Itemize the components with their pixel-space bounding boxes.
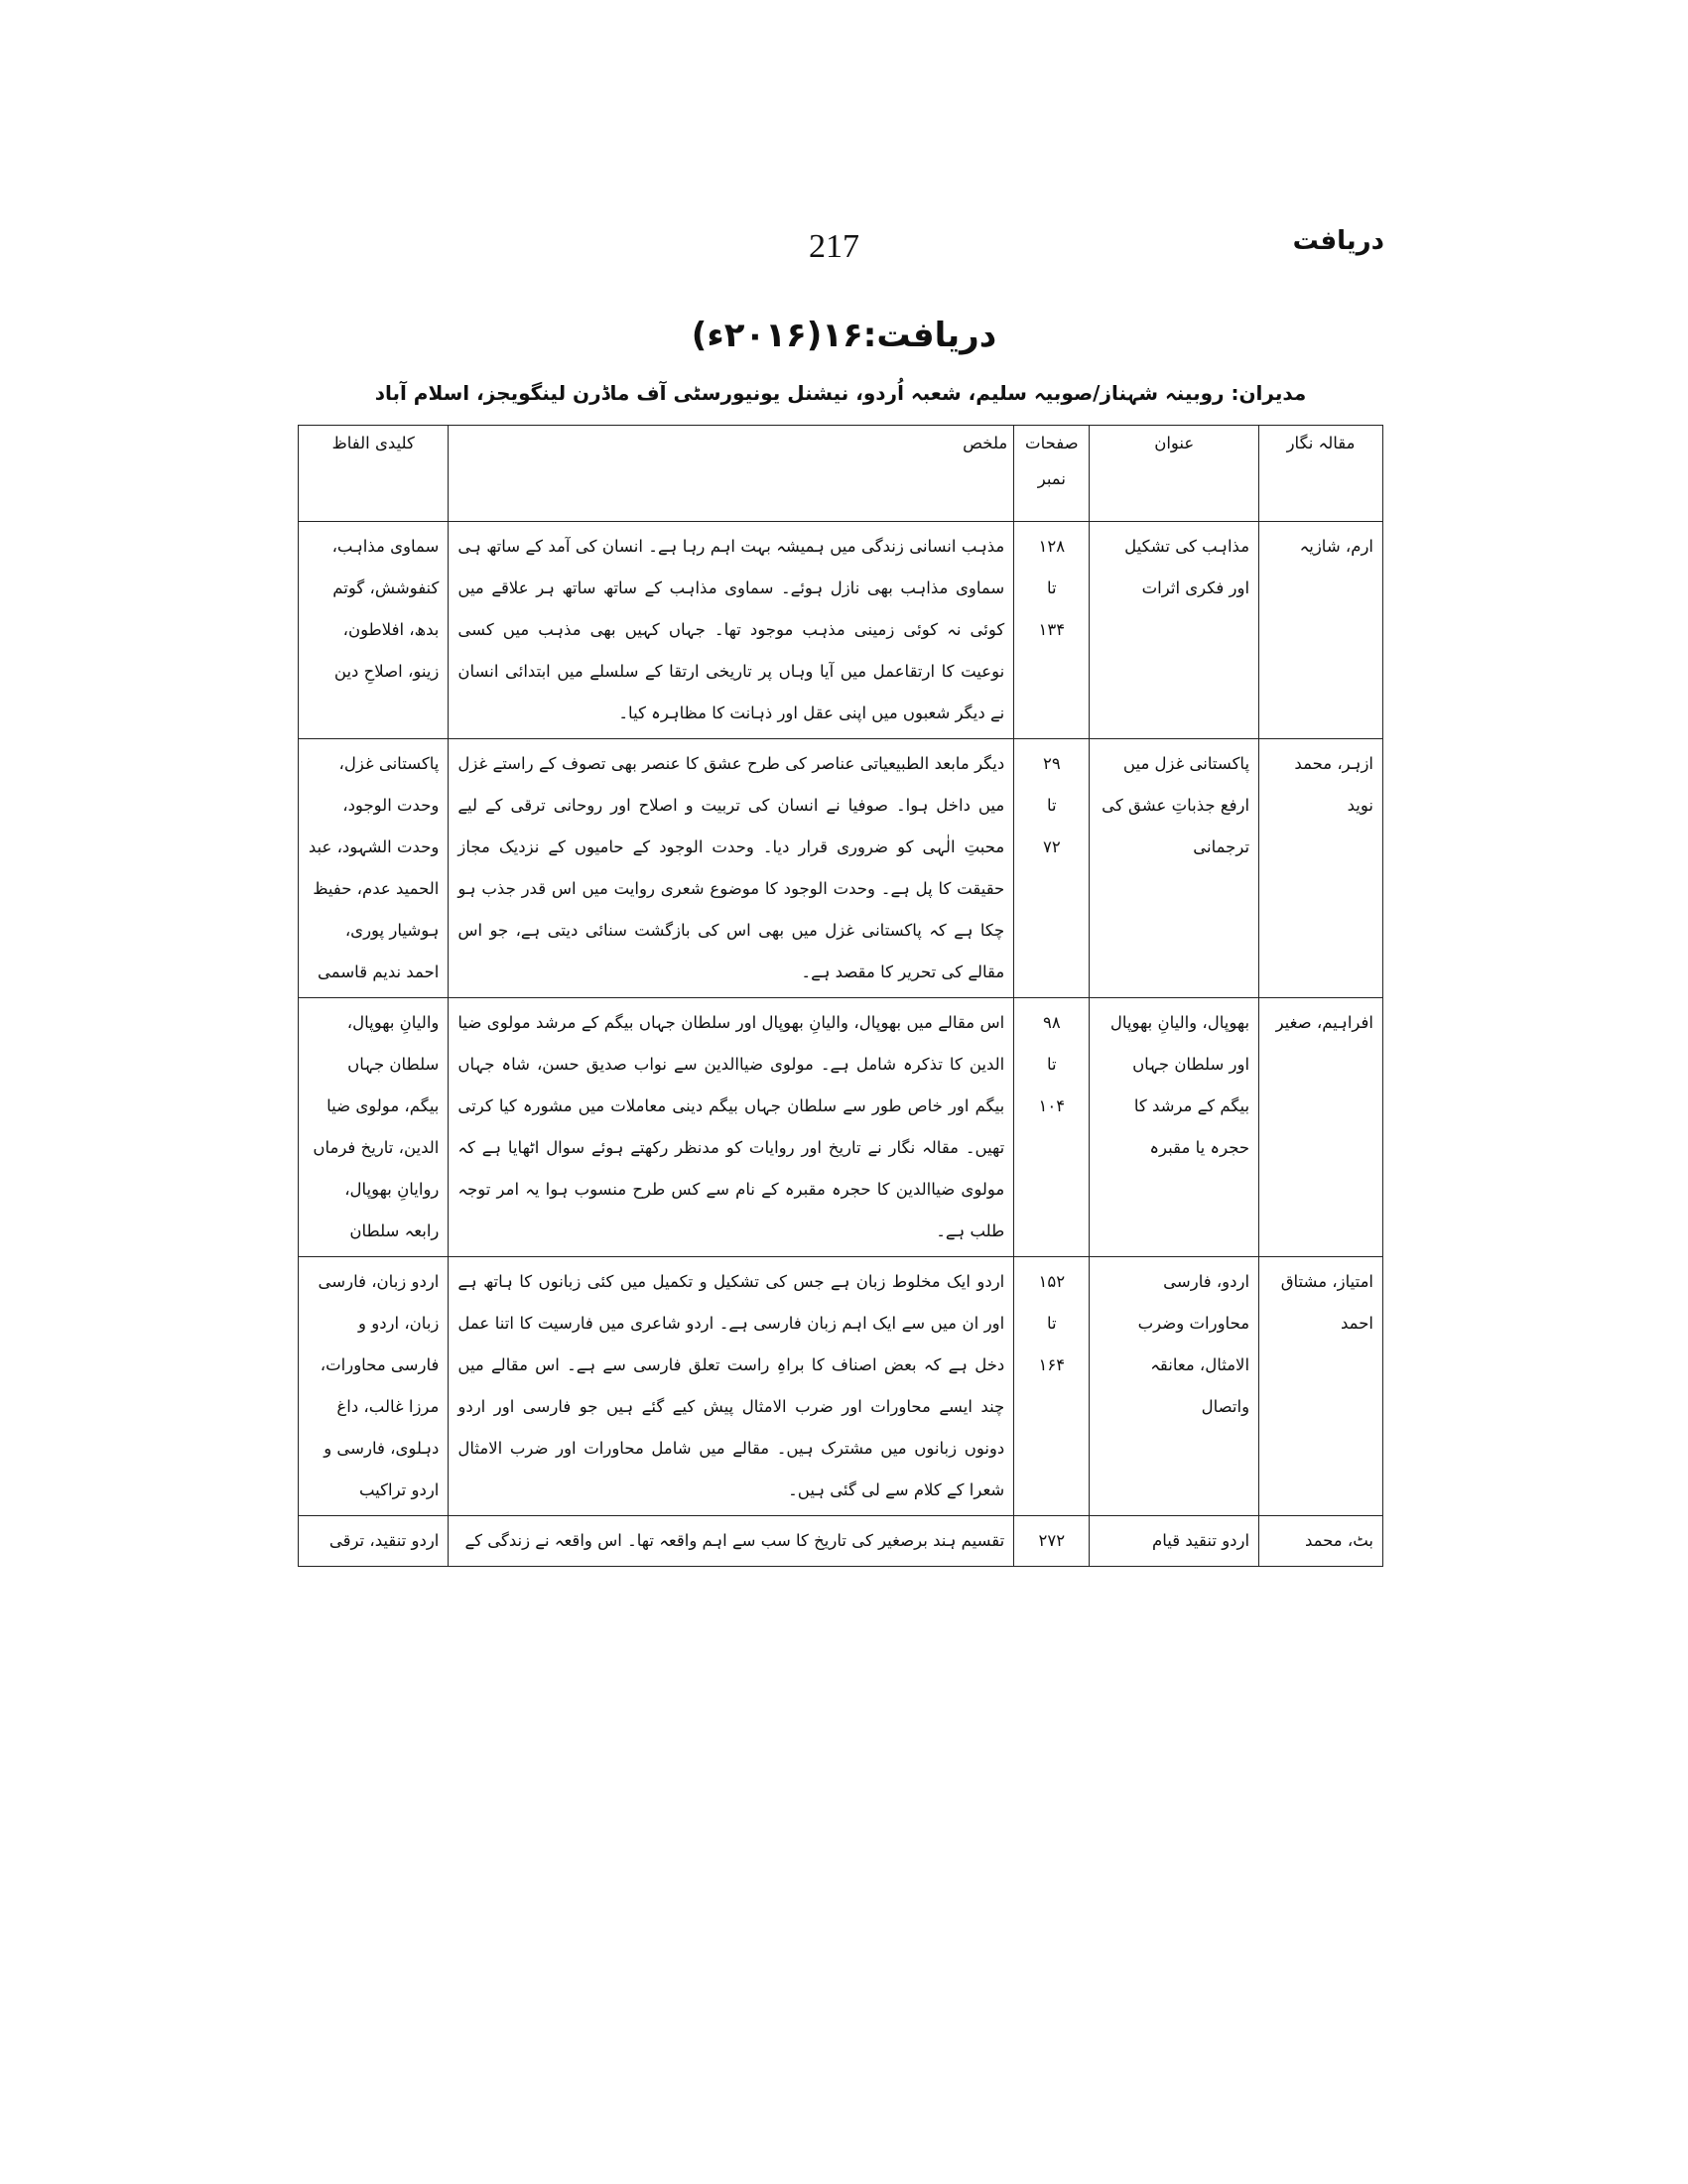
row-author: بٹ، محمد (1259, 1516, 1383, 1567)
row-keywords: پاکستانی غزل، وحدت الوجود، وحدت الشہود، عبد الحمید عدم، حفیظ ہوشیار پوری، احمد ندیم قاسمی (299, 739, 449, 998)
pages-start: ۱۵۲ (1038, 1272, 1066, 1291)
pages-start: ۲۹ (1042, 754, 1061, 773)
pages-start: ۹۸ (1042, 1013, 1061, 1032)
table-row (299, 1257, 1383, 1516)
row-abstract: تقسیم ہند برصغیر کی تاریخ کا سب سے اہم واقعہ تھا۔ اس واقعہ نے زندگی کے (449, 1516, 1014, 1567)
row-abstract: اس مقالے میں بھوپال، والیانِ بھوپال اور سلطان جہاں بیگم کے مرشد مولوی ضیا الدین کا تذکرہ شامل ہے۔ مولوی ضیاالدین سے نواب صدیق حسن، شاہ جہاں بیگم اور خاص طور سے سلطان جہاں بیگم دینی معاملات میں مشورہ کیا کرتی تھیں۔ مقالہ نگار نے تاریخ اور روایات کو مدنظر رکھتے ہوئے سوال اٹھایا ہے کہ مولوی ضیاالدین کا حجرہ مقبرہ کے نام سے کس طرح منسوب ہوا یہ امر توجہ طلب ہے۔ (449, 998, 1014, 1257)
pages-to: تا (1047, 796, 1057, 815)
row-author: امتیاز، مشتاق احمد (1259, 1257, 1383, 1516)
header-author: مقالہ نگار (1259, 426, 1383, 522)
header-title: عنوان (1090, 426, 1259, 522)
row-author: افراہیم، صغیر (1259, 998, 1383, 1257)
journal-name: دریافت (1292, 226, 1384, 256)
header-pages: صفحات نمبر (1014, 426, 1090, 522)
row-pages (1014, 998, 1090, 1257)
row-abstract: مذہب انسانی زندگی میں ہمیشہ بہت اہم رہا ہے۔ انسان کی آمد کے ساتھ ہی سماوی مذاہب بھی نازل ہوئے۔ سماوی مذاہب کے ساتھ ساتھ ہر علاقے میں کوئی نہ کوئی زمینی مذہب موجود تھا۔ جہاں کہیں بھی مذہب میں کسی نوعیت کا ارتقاعمل میں آیا وہاں پر تاریخی ارتقا کے سلسلے میں ابتدائی انسان نے دیگر شعبوں میں اپنی عقل اور ذہانت کا مظاہرہ کیا۔ (449, 522, 1014, 739)
row-pages (1014, 522, 1090, 739)
pages-end: ۷۲ (1042, 837, 1061, 856)
pages-end: ۱۳۴ (1038, 620, 1066, 639)
editors-line: مدیران: روبینہ شہناز/صوبیہ سلیم، شعبہ اُردو، نیشنل یونیورسٹی آف ماڈرن لینگویجز، اسلام آباد (374, 381, 1307, 405)
table-header-row (299, 426, 1383, 522)
pages-start: ۲۷۲ (1038, 1531, 1066, 1550)
table-row (299, 522, 1383, 739)
pages-to: تا (1047, 1314, 1057, 1333)
row-pages (1014, 1257, 1090, 1516)
row-abstract: دیگر مابعد الطبیعیاتی عناصر کی طرح عشق کا عنصر بھی تصوف کے راستے غزل میں داخل ہوا۔ صوفیا نے انسان کی تربیت و اصلاح اور روحانی ترقی کے لیے محبتِ الٰہی کو ضروری قرار دیا۔ وحدت الوجود کے حامیوں کے نزدیک مجاز حقیقت کا پل ہے۔ وحدت الوجود کا موضوع شعری روایت میں اس قدر جذب ہو چکا ہے کہ پاکستانی غزل میں بھی اس کی بازگشت سنائی دیتی ہے، جو اس مقالے کی تحریر کا مقصد ہے۔ (449, 739, 1014, 998)
row-title: پاکستانی غزل میں ارفع جذباتِ عشق کی ترجمانی (1090, 739, 1259, 998)
row-title: اردو تنقید قیام (1090, 1516, 1259, 1567)
pages-start: ۱۲۸ (1038, 537, 1066, 556)
row-author: ازہر، محمد نوید (1259, 739, 1383, 998)
row-keywords: سماوی مذاہب، کنفوشش، گوتم بدھ، افلاطون، زینو، اصلاحِ دین (299, 522, 449, 739)
articles-table (298, 425, 1383, 1567)
page-number: 217 (809, 228, 859, 265)
row-title: مذاہب کی تشکیل اور فکری اثرات (1090, 522, 1259, 739)
row-title: بھوپال، والیانِ بھوپال اور سلطان جہاں بیگم کے مرشد کا حجرہ یا مقبرہ (1090, 998, 1259, 1257)
row-pages (1014, 739, 1090, 998)
row-pages (1014, 1516, 1090, 1567)
row-author: ارم، شازیہ (1259, 522, 1383, 739)
row-keywords: اردو زبان، فارسی زبان، اردو و فارسی محاورات، مرزا غالب، داغ دہلوی، فارسی و اردو تراکیب (299, 1257, 449, 1516)
row-abstract: اردو ایک مخلوط زبان ہے جس کی تشکیل و تکمیل میں کئی زبانوں کا ہاتھ ہے اور ان میں سے ایک اہم زبان فارسی ہے۔ اردو شاعری میں فارسیت کا اتنا عمل دخل ہے کہ بعض اصناف کا براہِ راست تعلق فارسی سے ہے۔ اس مقالے میں چند ایسے محاورات اور ضرب الامثال پیش کیے گئے ہیں جو فارسی اور اردو دونوں زبانوں میں مشترک ہیں۔ مقالے میں شامل محاورات اور ضرب الامثال شعرا کے کلام سے لی گئی ہیں۔ (449, 1257, 1014, 1516)
table-row (299, 739, 1383, 998)
table-row (299, 1516, 1383, 1567)
pages-to: تا (1047, 578, 1057, 597)
table-row (299, 998, 1383, 1257)
row-keywords: والیانِ بھوپال، سلطان جہاں بیگم، مولوی ضیا الدین، تاریخ فرماں روایانِ بھوپال، رابعہ سلطان (299, 998, 449, 1257)
row-title: اردو، فارسی محاورات وضرب الامثال، معانقہ واتصال (1090, 1257, 1259, 1516)
issue-title: دریافت:۱۶(۲۰۱۶ء) (691, 316, 997, 355)
pages-to: تا (1047, 1055, 1057, 1074)
header-keywords: کلیدی الفاظ (299, 426, 449, 522)
running-head (293, 220, 1384, 280)
row-keywords: اردو تنقید، ترقی (299, 1516, 449, 1567)
pages-end: ۱۰۴ (1038, 1096, 1066, 1115)
header-abstract: ملخص (449, 426, 1014, 522)
pages-end: ۱۶۴ (1038, 1355, 1066, 1374)
